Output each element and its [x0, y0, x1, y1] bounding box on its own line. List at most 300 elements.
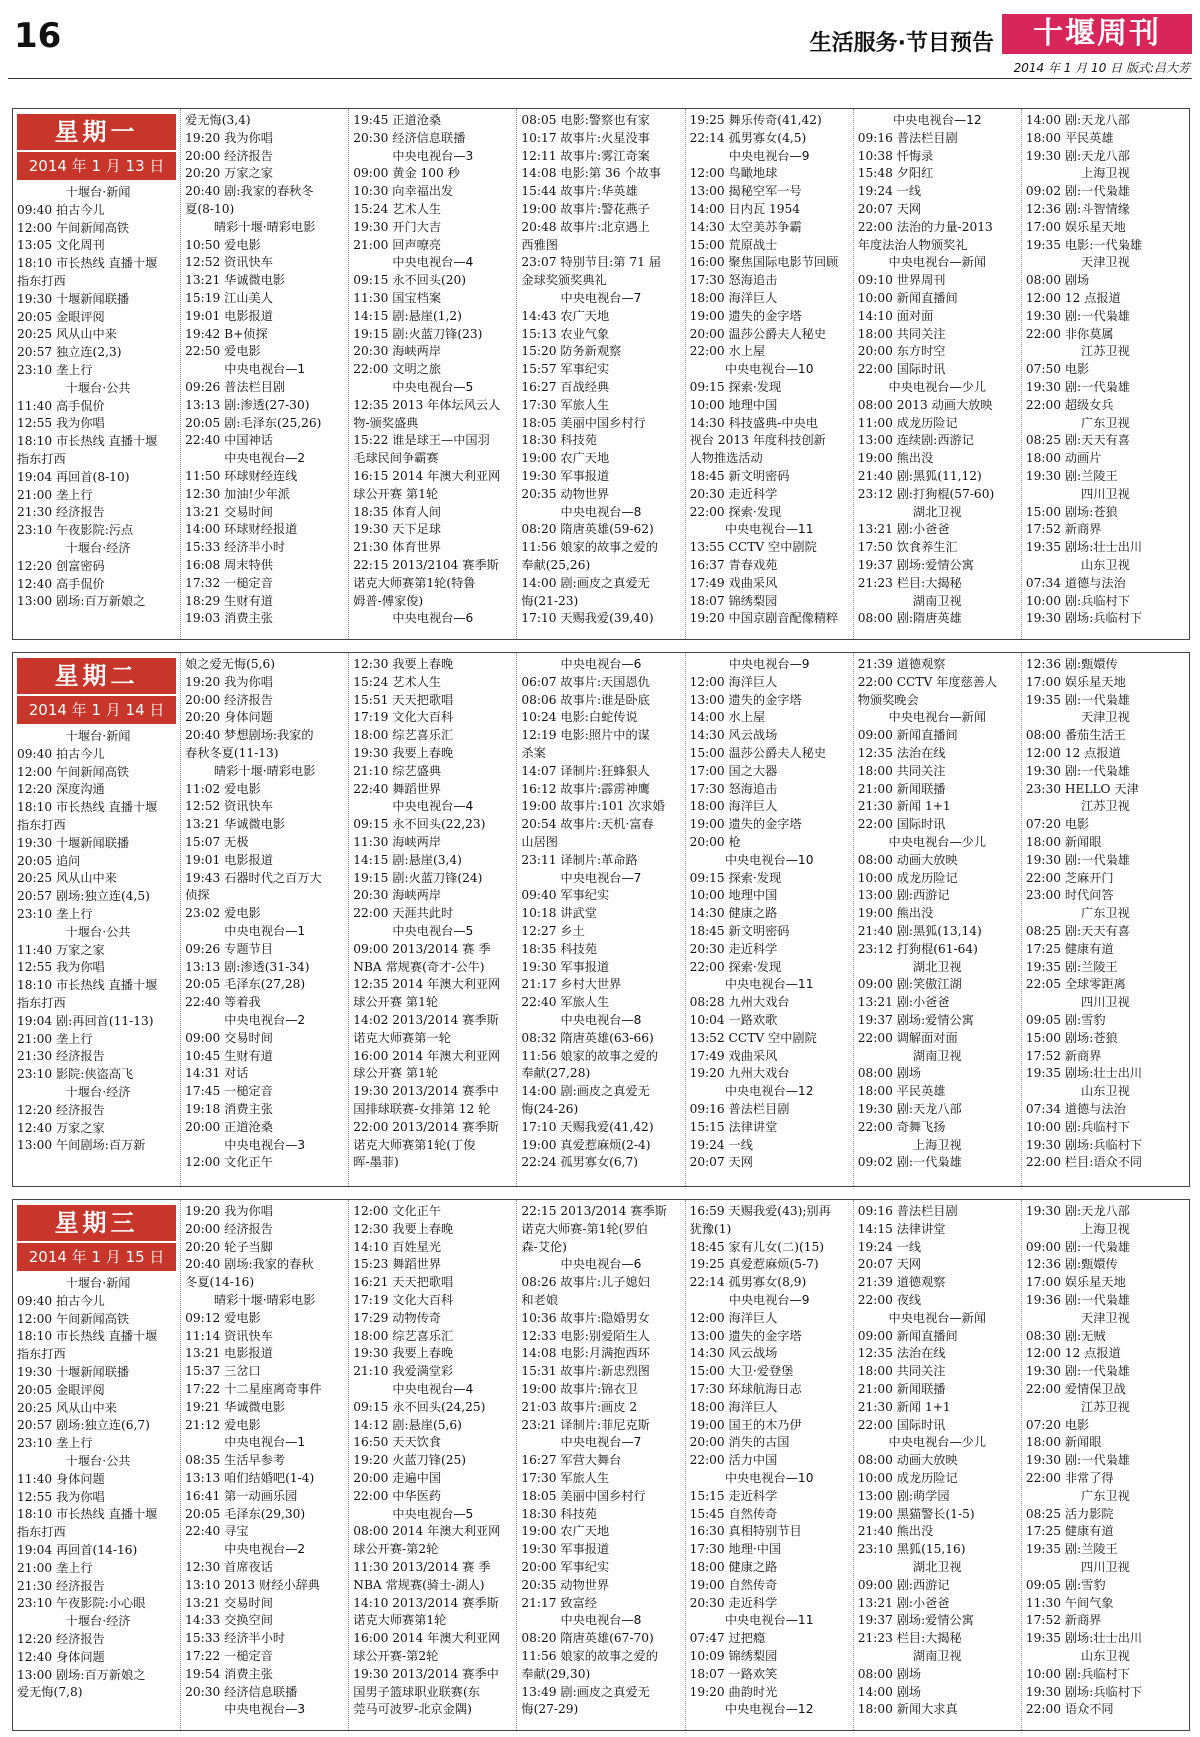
program-line: 21:30 经济报告	[17, 1049, 105, 1064]
channel-heading: 中央电视台—7	[560, 870, 642, 885]
program-line: 12:20 深度沟通	[17, 782, 105, 797]
program-line: 22:00 爱情保卫战	[1025, 1381, 1126, 1396]
program-line: 22:00 夜线	[857, 1292, 922, 1307]
program-line: 19:30 剧:一代枭雄	[1025, 379, 1130, 394]
program-line: 13:00 揭秘空军一号	[689, 184, 802, 199]
program-line: 20:00 经济报告	[185, 148, 273, 163]
page-number: 16	[14, 16, 62, 56]
program-line: 08:25 剧:天天有喜	[1025, 433, 1130, 448]
program-line: 12:30 首席夜话	[185, 1559, 273, 1574]
header-rule	[8, 78, 1192, 79]
program-line: 爱无悔(7,8)	[17, 1685, 83, 1700]
program-line: 22:00 探索·发现	[689, 959, 782, 974]
program-line: 19:01 电影报道	[185, 308, 273, 323]
program-line: 13:00 遗失的金字塔	[689, 692, 802, 707]
program-line: 18:10 市长热线 直播十堰	[17, 978, 158, 993]
program-line: 19:00 故事片:101 次求婚	[521, 799, 665, 814]
channel-heading: 中央电视台—少儿	[888, 379, 987, 394]
program-line: 09:02 剧:一代枭雄	[857, 1155, 962, 1170]
program-line: 19:20 我为你唱	[185, 1204, 273, 1218]
channel-heading: 中央电视台—10	[724, 1470, 814, 1485]
program-line: 09:40 拍古今儿	[17, 202, 105, 217]
program-line: 19:35 剧:兰陵王	[1025, 1542, 1118, 1557]
program-line: 19:35 剧:兰陵王	[1025, 959, 1118, 974]
program-line: 16:00 2014 年澳大利亚网	[353, 1631, 501, 1646]
schedule-column	[1021, 653, 1189, 1186]
program-line: 08:25 剧:天天有喜	[1025, 923, 1130, 938]
program-line: 19:30 十堰新闻联播	[17, 1364, 130, 1379]
program-line: 指东打西	[17, 451, 66, 466]
program-line: 19:37 剧场:爱情公寓	[857, 1613, 974, 1628]
program-line: 18:07 锦绣梨园	[689, 593, 778, 608]
program-line: 20:00 走遍中国	[353, 1470, 442, 1485]
channel-heading: 中央电视台—7	[560, 290, 642, 305]
program-line: 20:07 天网	[689, 1155, 753, 1170]
program-line: 18:45 家有儿女(二)(15)	[689, 1239, 825, 1254]
program-line: 19:30 2013/2014 赛季中	[353, 1666, 499, 1681]
program-line: 国排球联赛-女排第 12 轮	[353, 1101, 491, 1116]
program-line: 20:00 温莎公爵夫人秘史	[689, 326, 827, 341]
program-line: 指东打西	[17, 817, 66, 832]
program-line: 20:00 消失的古国	[689, 1435, 790, 1450]
program-line: 10:00 成龙历险记	[857, 1470, 958, 1485]
schedule-column	[516, 109, 684, 639]
program-line: 18:07 一路欢笑	[689, 1666, 778, 1681]
program-line: 莞马可波罗-北京金隅)	[353, 1702, 472, 1717]
program-line: 17:52 新商界	[1025, 1048, 1102, 1063]
channel-heading: 山东卫视	[1081, 1648, 1130, 1663]
program-line: 晖-墨菲)	[353, 1155, 399, 1170]
program-line: 12:52 资讯快车	[185, 799, 273, 814]
program-line: 20:54 故事片:天机·富春	[521, 817, 654, 832]
program-line: 09:00 剧:笑傲江湖	[857, 977, 962, 992]
program-line: 08:06 故事片:谁是卧底	[521, 692, 650, 707]
program-line: 18:10 市长热线 直播十堰	[17, 256, 158, 271]
channel-heading: 中央电视台—新闻	[888, 710, 987, 725]
program-line: 10:18 讲武堂	[521, 906, 597, 921]
program-line: 19:42 B+侦探	[185, 326, 268, 341]
program-line: 12:00 午间新闻高铁	[17, 1311, 130, 1326]
program-line: 12:30 加油!少年派	[185, 486, 290, 501]
program-line: 18:00 平民英雄	[857, 1084, 946, 1099]
program-line: 21:30 经济报告	[17, 1578, 105, 1593]
program-line: 19:30 剧:一代枭雄	[1025, 763, 1130, 778]
channel-heading: 广东卫视	[1081, 1488, 1130, 1503]
program-line: 12:00 海洋巨人	[689, 674, 778, 689]
program-line: 奉献(29,30)	[521, 1666, 591, 1681]
program-line: 14:10 2013/2014 赛季斯	[353, 1595, 499, 1610]
program-line: 22:00 调解面对面	[857, 1030, 958, 1045]
program-line: 19:00 遗失的金字塔	[689, 817, 802, 832]
program-line: 19:20 我为你唱	[185, 130, 273, 145]
program-line: 11:56 娘家的故事之爱的	[521, 1648, 658, 1663]
program-line: 19:30 剧:兰陵王	[1025, 468, 1118, 483]
program-line: 20:40 剧场:我家的春秋	[185, 1257, 314, 1272]
program-line: 07:34 道德与法治	[1025, 1101, 1126, 1116]
program-line: 08:25 活力影院	[1025, 1506, 1114, 1521]
schedule-column	[516, 653, 684, 1186]
program-line: 和老娘	[521, 1292, 558, 1307]
program-line: 07:50 电影	[1025, 362, 1090, 377]
channel-heading: 中央电视台—6	[560, 657, 642, 671]
channel-heading: 中央电视台—11	[724, 522, 814, 537]
program-line: 22:40 舞蹈世界	[353, 781, 442, 796]
schedule-columns	[13, 653, 1189, 1186]
program-line: 16:27 百战经典	[521, 379, 610, 394]
channel-heading: 十堰台·公共	[65, 380, 131, 395]
program-line: 22:40 军旅人生	[521, 995, 610, 1010]
program-line: 19:24 一线	[689, 1137, 753, 1152]
program-line: 22:00 语众不同	[1025, 1702, 1114, 1717]
program-line: 杀案	[521, 745, 546, 760]
schedule-column	[685, 1200, 853, 1730]
program-line: 22:00 国际时讯	[857, 817, 946, 832]
program-line: 16:00 聚焦国际电影节回顾	[689, 255, 839, 270]
channel-heading: 十堰台·新闻	[65, 1276, 131, 1290]
program-line: 12:00 文化正午	[185, 1155, 273, 1170]
program-line: 指东打西	[17, 995, 66, 1010]
program-line: 22:00 非你莫属	[1025, 326, 1114, 341]
channel-heading: 中央电视台—12	[724, 1702, 814, 1717]
program-line: 21:00 垄上行	[17, 487, 93, 502]
program-line: 14:00 环球财经报道	[185, 522, 298, 537]
program-line: 07:20 电影	[1025, 817, 1090, 832]
program-line: 15:00 剧场:苍狼	[1025, 504, 1118, 519]
program-line: 21:00 回声嘹亮	[353, 237, 442, 252]
channel-heading: 中央电视台—1	[224, 362, 306, 377]
program-line: 08:30 剧:无贼	[1025, 1328, 1106, 1343]
program-line: 12:40 高手侃价	[17, 576, 105, 591]
program-line: 19:35 剧场:壮士出川	[1025, 540, 1143, 555]
program-line: 20:30 经济信息联播	[353, 130, 466, 145]
day-panel-wednesday	[12, 1199, 1190, 1731]
schedule-column	[348, 1200, 516, 1730]
program-line: 12:35 法治在线	[857, 1346, 946, 1361]
program-line: 13:55 CCTV 空中剧院	[689, 540, 817, 555]
program-line: 11:30 海峡两岸	[353, 834, 442, 849]
program-line: 18:00 新闻大求真	[857, 1702, 958, 1717]
program-line: 20:00 经济报告	[185, 692, 273, 707]
day-label	[17, 658, 176, 724]
program-line: 12:55 我为你唱	[17, 416, 105, 431]
program-line: 13:13 剧:渗透(31-34)	[185, 959, 310, 974]
channel-heading: 江苏卫视	[1081, 344, 1130, 359]
program-line: 金球奖颁奖典礼	[521, 273, 607, 288]
program-line: 10:38 忏悔录	[857, 148, 934, 163]
program-line: 17:52 新商界	[1025, 522, 1102, 537]
program-line: 08:20 隋唐英雄(59-62)	[521, 522, 654, 537]
program-line: 14:12 剧:悬崖(5,6)	[353, 1417, 462, 1432]
schedule-column	[1021, 109, 1189, 639]
program-line: 19:00 真爱惹麻烦(2-4)	[521, 1137, 651, 1152]
program-line: 21:00 垄上行	[17, 1031, 93, 1046]
program-line: 17:30 怒海追击	[689, 781, 778, 796]
program-line: 春秋冬夏(11-13)	[185, 745, 279, 760]
program-line: 15:44 故事片:华英雄	[521, 184, 638, 199]
program-line: 12:20 经济报告	[17, 1102, 105, 1117]
program-line: 20:40 梦想剧场:我家的	[185, 728, 314, 743]
program-line: 12:00 12 点报道	[1025, 745, 1121, 760]
program-line: 19:37 剧场:爱情公寓	[857, 557, 974, 572]
channel-heading: 十堰台·公共	[65, 924, 131, 939]
program-line: 诺克大师赛第一轮	[353, 1030, 451, 1045]
program-line: 10:00 新闻直播间	[857, 290, 958, 305]
program-line: 09:15 探索·发现	[689, 870, 782, 885]
program-line: 夏(8-10)	[185, 201, 235, 216]
program-line: 13:00 剧场:百万新娘之	[17, 1667, 146, 1682]
program-line: 13:21 剧:小爸爸	[857, 522, 950, 537]
program-line: 18:35 体育人间	[353, 504, 442, 519]
program-line: 09:40 拍古今儿	[17, 1293, 105, 1308]
program-line: 20:30 走近科学	[689, 941, 778, 956]
program-line: 指东打西	[17, 273, 66, 288]
program-line: 19:15 剧:火蓝刀锋(24)	[353, 870, 483, 885]
program-line: 20:30 海峡两岸	[353, 888, 442, 903]
program-line: 18:00 新闻眼	[1025, 1435, 1102, 1450]
program-line: 14:00 剧:画皮之真爱无	[521, 1084, 650, 1099]
program-line: 23:10 午夜影院:污点	[17, 523, 134, 538]
program-line: 17:10 天赐我爱(41,42)	[521, 1119, 654, 1134]
channel-heading: 山东卫视	[1081, 1084, 1130, 1099]
program-line: 12:55 我为你唱	[17, 1489, 105, 1504]
program-line: 15:51 天天把歌唱	[353, 692, 454, 707]
program-line: 09:15 永不回头(22,23)	[353, 817, 486, 832]
program-line: 22:00 栏目:语众不同	[1025, 1155, 1143, 1170]
program-line: 10:36 故事片:隐婚男女	[521, 1310, 650, 1325]
program-line: 19:01 电影报道	[185, 852, 273, 867]
program-line: 奉献(27,28)	[521, 1066, 591, 1081]
channel-heading: 中央电视台—9	[728, 1292, 810, 1307]
program-line: 19:24 一线	[857, 184, 922, 199]
program-line: 20:35 动物世界	[521, 1577, 610, 1592]
program-line: 13:13 剧:渗透(27-30)	[185, 397, 310, 412]
program-line: 18:29 生财有道	[185, 593, 273, 608]
program-line: 23:07 特别节目:第 71 届	[521, 255, 661, 270]
program-line: 18:00 平民英雄	[1025, 130, 1114, 145]
program-line: 14:33 交换空间	[185, 1613, 273, 1628]
program-line: 人物推选活动	[689, 451, 763, 466]
program-line: 17:00 国之大器	[689, 763, 778, 778]
program-line: 14:00 剧:画皮之真爱无	[521, 575, 650, 590]
program-line: 09:16 普法栏目剧	[857, 130, 958, 145]
page-header	[0, 0, 1200, 95]
program-line: 19:35 电影:一代枭雄	[1025, 237, 1143, 252]
program-line: 21:00 新闻联播	[857, 781, 946, 796]
program-line: 22:15 2013/2014 赛季斯	[521, 1204, 667, 1218]
program-line: 11:50 环球财经连线	[185, 468, 298, 483]
channel-heading: 中央电视台—8	[560, 1012, 642, 1027]
program-line: 17:49 戏曲采风	[689, 1048, 778, 1063]
schedule-column	[516, 1200, 684, 1730]
program-line: 09:00 新闻直播间	[857, 728, 958, 743]
program-line: 21:10 我爱满堂彩	[353, 1364, 454, 1379]
program-line: 16:41 第一动画乐园	[185, 1488, 298, 1503]
program-line: 20:30 走近科学	[689, 486, 778, 501]
program-line: 18:10 市长热线 直播十堰	[17, 1329, 158, 1344]
program-line: 18:10 市长热线 直播十堰	[17, 800, 158, 815]
program-line: 20:00 军事纪实	[521, 1559, 610, 1574]
program-line: 20:05 毛泽东(29,30)	[185, 1506, 306, 1521]
program-line: 19:30 剧:天龙八部	[857, 1101, 962, 1116]
program-line: 18:00 新闻眼	[1025, 834, 1102, 849]
program-line: 15:22 谁是球王—中国羽	[353, 433, 490, 448]
program-line: 14:15 法律讲堂	[857, 1221, 946, 1236]
program-line: 22:14 孤男寡女(8,9)	[689, 1275, 807, 1290]
program-line: 14:30 风云战场	[689, 728, 778, 743]
program-line: 21:30 经济报告	[17, 505, 105, 520]
program-line: 11:30 午间气象	[1025, 1595, 1114, 1610]
program-line: 15:48 夕阳红	[857, 166, 934, 181]
program-line: 指东打西	[17, 1525, 66, 1540]
program-line: 12:35 法治在线	[857, 745, 946, 760]
program-line: 19:54 消费主张	[185, 1666, 273, 1681]
program-line: 19:35 剧场:壮士出川	[1025, 1631, 1143, 1646]
program-line: 20:05 金眼评阅	[17, 309, 105, 324]
program-line: 17:25 健康有道	[1025, 941, 1114, 956]
program-line: 22:00 芝麻开门	[1025, 870, 1114, 885]
program-line: 17:32 一槌定音	[185, 575, 273, 590]
program-line: 19:00 农广天地	[521, 1524, 610, 1539]
program-line: 20:57 剧场:独立连(6,7)	[17, 1418, 150, 1433]
program-line: 14:00 剧:天龙八部	[1025, 113, 1130, 127]
program-line: 15:15 法律讲堂	[689, 1119, 778, 1134]
program-line: 19:30 剧:一代枭雄	[1025, 1453, 1130, 1468]
program-line: 17:10 天赐我爱(39,40)	[521, 611, 654, 626]
program-line: 20:00 正道沧桑	[185, 1119, 273, 1134]
program-line: 娘之爱无悔(5,6)	[185, 657, 275, 671]
program-line: 22:00 超级女兵	[1025, 397, 1114, 412]
program-line: 10:30 向幸福出发	[353, 184, 454, 199]
program-line: 19:30 2013/2014 赛季中	[353, 1084, 499, 1099]
channel-heading: 中央电视台—5	[392, 923, 474, 938]
program-line: 19:24 一线	[857, 1239, 922, 1254]
program-line: 22:40 中国神话	[185, 433, 273, 448]
program-line: 12:36 剧:甄嬛传	[1025, 1257, 1118, 1272]
program-line: 19:20 曲韵时光	[689, 1684, 778, 1699]
channel-heading: 中央电视台—5	[392, 1506, 474, 1521]
program-line: 23:21 译制片:菲尼克斯	[521, 1417, 650, 1432]
program-line: 13:00 剧:萌学园	[857, 1488, 950, 1503]
program-line: 16:00 2014 年澳大利亚网	[353, 1048, 501, 1063]
program-line: 16:50 天天饮食	[353, 1435, 442, 1450]
schedule-columns	[13, 1200, 1189, 1730]
program-line: 19:00 遗失的金字塔	[689, 308, 802, 323]
channel-heading: 中央电视台—1	[224, 923, 306, 938]
program-line: 09:15 探索·发现	[689, 379, 782, 394]
program-line: 12:19 电影:照片中的谋	[521, 728, 650, 743]
program-line: 指东打西	[17, 1347, 66, 1362]
program-line: 09:02 剧:一代枭雄	[1025, 184, 1130, 199]
channel-heading: 中央电视台—6	[560, 1257, 642, 1272]
program-line: 10:50 爱电影	[185, 237, 261, 252]
program-line: 22:00 天涯共此时	[353, 906, 454, 921]
program-line: 22:00 探索·发现	[689, 504, 782, 519]
program-line: 12:00 午间新闻高铁	[17, 220, 130, 235]
program-line: 12:36 剧:斗智情缘	[1025, 201, 1130, 216]
channel-heading: 上海卫视	[912, 1137, 962, 1152]
program-line: 20:40 剧:我家的春秋冬	[185, 184, 314, 199]
program-line: 17:19 文化大百科	[353, 1292, 454, 1307]
program-line: 12:36 剧:甄嬛传	[1025, 657, 1118, 671]
program-line: 09:00 交易时间	[185, 1030, 273, 1045]
channel-heading: 中央电视台—3	[392, 148, 474, 163]
program-line: 14:08 电影:月满抱西环	[521, 1346, 650, 1361]
program-line: 08:00 2014 年澳大利亚网	[353, 1524, 501, 1539]
program-line: 10:00 地理中国	[689, 888, 778, 903]
program-line: 21:10 综艺盛典	[353, 763, 442, 778]
program-line: 15:33 经济半小时	[185, 540, 286, 555]
program-line: 18:00 综艺喜乐汇	[353, 728, 454, 743]
program-line: 西雅图	[521, 237, 558, 252]
program-line: 18:10 市长热线 直播十堰	[17, 1507, 158, 1522]
day-label	[17, 114, 176, 180]
program-line: 20:05 追问	[17, 853, 81, 868]
program-line: 14:00 水上屋	[689, 710, 766, 725]
schedule-column	[685, 653, 853, 1186]
program-line: 13:52 CCTV 空中剧院	[689, 1030, 817, 1045]
program-line: 22:50 爱电影	[185, 344, 261, 359]
program-line: 12:11 故事片:雾江奇案	[521, 148, 650, 163]
program-line: 14:10 面对面	[857, 308, 934, 323]
program-line: 12:40 万家之家	[17, 1120, 105, 1135]
program-line: 悔(27-29)	[521, 1702, 579, 1717]
program-line: 12:52 资讯快车	[185, 255, 273, 270]
program-line: 14:15 剧:悬崖(1,2)	[353, 308, 462, 323]
program-line: 20:05 毛泽东(27,28)	[185, 977, 306, 992]
masthead-brand: 十堰周刊	[1002, 14, 1192, 54]
channel-heading: 中央电视台—4	[392, 255, 474, 270]
program-line: 19:04 再回首(8-10)	[17, 469, 130, 484]
program-line: 森-艾伦)	[521, 1239, 567, 1254]
day-panel-tuesday	[12, 652, 1190, 1187]
program-line: 08:00 剧:隋唐英雄	[857, 611, 962, 626]
program-line: 15:45 自然传奇	[689, 1506, 778, 1521]
program-line: 犹豫(1)	[689, 1221, 732, 1236]
program-line: 17:22 十二星座离奇事件	[185, 1381, 322, 1396]
program-line: 19:20 火蓝刀锋(25)	[353, 1453, 467, 1468]
program-line: 诺克大师赛第1轮	[353, 1613, 447, 1628]
program-line: 08:00 动画大放映	[857, 1453, 958, 1468]
program-line: 19:00 故事片:警花燕子	[521, 201, 650, 216]
program-line: 21:39 道德观察	[857, 1275, 946, 1290]
program-line: 23:11 译制片:革命路	[521, 852, 638, 867]
program-line: 11:02 爱电影	[185, 781, 261, 796]
program-line: 山居图	[521, 834, 558, 849]
channel-heading: 中央电视台—10	[724, 852, 814, 867]
program-line: 19:30 剧:一代枭雄	[1025, 852, 1130, 867]
program-line: 09:00 2013/2014 赛 季	[353, 941, 491, 956]
program-line: 23:10 垄上行	[17, 1436, 93, 1451]
program-line: 19:30 天下足球	[353, 522, 442, 537]
program-line: 19:18 消费主张	[185, 1101, 273, 1116]
schedule-column	[853, 1200, 1021, 1730]
program-line: 18:05 美丽中国乡村行	[521, 1488, 646, 1503]
program-line: 09:05 剧:雪豹	[1025, 1577, 1106, 1592]
program-line: 17:30 军旅人生	[521, 397, 610, 412]
program-line: 12:33 电影:别爱陌生人	[521, 1328, 650, 1343]
program-line: 19:45 正道沧桑	[353, 113, 442, 127]
program-line: 19:30 开门大吉	[353, 219, 442, 234]
program-line: 07:47 过把瘾	[689, 1631, 766, 1646]
program-line: 21:00 垄上行	[17, 1560, 93, 1575]
schedule-column	[348, 653, 516, 1186]
channel-heading: 中央电视台—12	[724, 1084, 814, 1099]
program-line: 20:35 动物世界	[521, 486, 610, 501]
program-line: 13:00 遗失的金字塔	[689, 1328, 802, 1343]
program-line: 10:00 地理中国	[689, 397, 778, 412]
program-line: 15:20 防务新观察	[521, 344, 622, 359]
program-line: 09:00 剧:一代枭雄	[1025, 1239, 1130, 1254]
